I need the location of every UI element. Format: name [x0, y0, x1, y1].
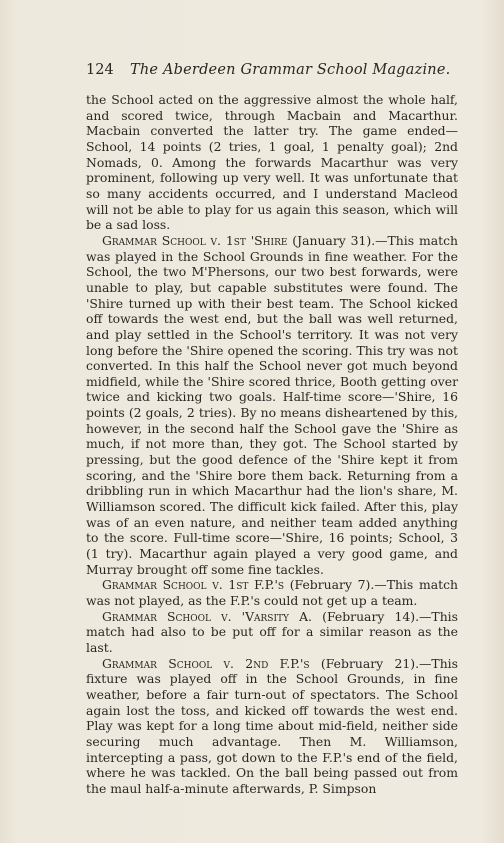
match-heading: Grammar School v. 2nd F.P.'s — [102, 655, 310, 671]
match-heading: Grammar School v. 1st F.P.'s — [102, 577, 285, 593]
paragraph — [86, 233, 458, 577]
paragraph — [86, 92, 458, 233]
paragraph-text: the School acted on the aggressive almost the whole half, and scored twice, through Macbain and Macarthur. Macbain converted the latter try. The game ended—School, 14 points (2 tries, 1 goal, 1 penalty goal); 2nd Nomads, 0. Among the forwards Macarthur was very prominent, following up very well. It was unfortunate that so many accidents occurred, and I understand Macleod will not be able to play for us again this season, which will be a sad loss. — [86, 92, 458, 233]
paragraph-text: (February 21).—This fixture was played off in the School Grounds, in fine weather, before a fair turn-out of spectators. The School again lost the toss, and kicked off towards the west end. Play was kept for a long time about mid-field, neither side securing much advantage. Then M. Williamson, intercepting a pass, got down to the F.P.'s end of the field, where he was tackled. On the ball being passed out from the maul half-a-minute afterwards, P. Simpson — [86, 655, 458, 796]
paragraph — [86, 609, 458, 656]
page-number: 124 — [86, 62, 114, 78]
page-header — [86, 62, 458, 78]
paragraph — [86, 577, 458, 608]
paragraph-text: (February 14).—This match had also to be put off for a similar reason as the last. — [86, 608, 458, 655]
article-body — [86, 92, 458, 797]
paragraph — [86, 656, 458, 797]
match-heading: Grammar School v. 'Varsity A. — [102, 608, 312, 624]
running-title: The Aberdeen Grammar School Magazine. — [130, 62, 451, 78]
paragraph-text: (January 31).—This match was played in the School Grounds in fine weather. For the School, the two M'Phersons, our two best forwards, were unable to play, but capable substitutes were found. The 'Shire turned up with their best team. The School kicked off towards the west end, but the ball was well returned, and play settled in the School's territory. It was not very long before the 'Shire opened the scoring. This try was not converted. In this half the School never got much beyond midfield, while the 'Shire scored thrice, Booth getting over twice and kicking two goals. Half-time score—'Shire, 16 points (2 goals, 2 tries). By no means disheartened by this, however, in the second half the School gave the 'Shire as much, if not more than, they got. The School started by pressing, but the good defence of the 'Shire kept it from scoring, and the 'Shire bore them back. Returning from a dribbling run in which Macarthur had the lion's share, M. Williamson scored. The difficult kick failed. After this, play was of an even nature, and neither team added anything to the score. Full-time score—'Shire, 16 points; School, 3 (1 try). Macarthur again played a very good game, and Murray brought off some fine tackles. — [86, 232, 458, 577]
match-heading: Grammar School v. 1st 'Shire — [102, 232, 288, 248]
paragraph-text: (February 7).—This match was not played, as the F.P.'s could not get up a team. — [86, 577, 458, 608]
